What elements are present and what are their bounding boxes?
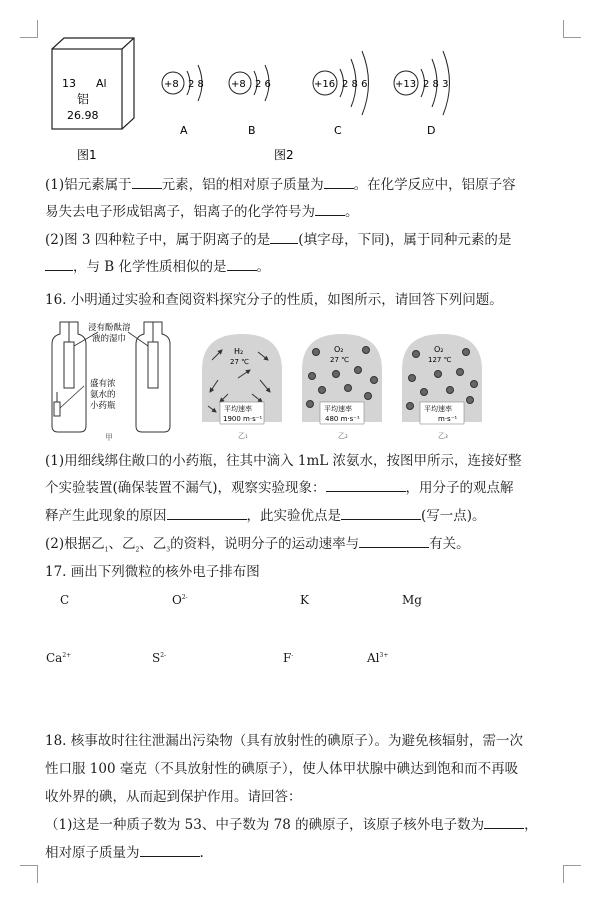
element-symbol: Al — [96, 77, 107, 90]
answer-blank[interactable] — [270, 231, 298, 244]
element-name: 铝 — [77, 92, 90, 106]
answer-blank[interactable] — [132, 176, 162, 189]
q15-part1-line1: (1)铝元素属于 元素，铝的相对原子质量为 。在化学反应中，铝原子容 — [45, 177, 516, 193]
figure-jia-apparatus — [40, 316, 200, 444]
q15-part2-line2: ，与 B 化学性质相似的是 。 — [45, 258, 270, 276]
q16-part2: (2)根据乙$_1$、乙$_2$、乙$_3$的资料，说明分子的运动速率与 有关。 — [45, 536, 470, 554]
svg-text:乙₂: 乙₂ — [338, 432, 348, 440]
answer-blank[interactable] — [359, 535, 429, 548]
svg-text:m·s⁻¹: m·s⁻¹ — [438, 415, 458, 423]
answer-blank[interactable] — [341, 507, 421, 520]
atom-b — [229, 65, 271, 137]
q15-part1-line2: 易失去电子形成铝离子，铝离子的化学符号为 。 — [45, 204, 359, 220]
particle-s2minus: $S^{2-}$ — [152, 651, 167, 665]
q18-line3: 收外界的碘，从而起到保护作用。请回答： — [45, 789, 302, 805]
crop-mark-top-left — [20, 20, 38, 38]
particle-al3plus: $Al^{3+}$ — [367, 651, 389, 665]
svg-text:2 8 6: 2 8 6 — [342, 79, 368, 90]
svg-text:平均速率: 平均速率 — [424, 405, 452, 413]
q16-part1-line3: 释产生此现象的原因 ，此实验优点是 (写一点)。 — [45, 508, 486, 524]
svg-text:O₂: O₂ — [334, 345, 344, 354]
svg-text:27 ℃: 27 ℃ — [230, 358, 249, 366]
particle-fminus: F- — [283, 651, 294, 665]
element-number: 13 — [62, 77, 76, 90]
bottle-label-top-1: 浸有酚酞溶 — [88, 323, 131, 333]
svg-text:+8: +8 — [164, 79, 179, 90]
dome-o2-27 — [302, 334, 382, 440]
q16-title: 16. 小明通过实验和查阅资料探究分子的性质，如图所示，请回答下列问题。 — [45, 292, 503, 308]
svg-text:+13: +13 — [395, 79, 417, 90]
answer-blank[interactable] — [45, 258, 73, 271]
answer-blank[interactable] — [484, 816, 524, 829]
crop-mark-bottom-right — [563, 865, 581, 883]
q16-part1-line2: 个实验装置(确保装置不漏气)，观察实验现象： ，用分子的观点解 — [45, 480, 514, 496]
crop-mark-top-right — [563, 20, 581, 38]
answer-blank[interactable] — [227, 258, 257, 271]
figure-jia-caption: 甲 — [105, 433, 113, 442]
atom-d — [394, 51, 450, 137]
svg-text:127 ℃: 127 ℃ — [428, 356, 452, 364]
svg-text:O₂: O₂ — [434, 345, 444, 354]
q18-line1: 18. 核事故时往往泄漏出污染物（具有放射性的碘原子）。为避免核辐射，需一次 — [45, 733, 524, 749]
q15-part2-line1: (2)图 3 四种粒子中，属于阴离子的是 (填字母，下同)，属于同种元素的是 — [45, 232, 512, 248]
answer-blank[interactable] — [324, 176, 354, 189]
svg-text:平均速率: 平均速率 — [224, 405, 252, 413]
q18-line4: （1)这是一种质子数为 53、中子数为 78 的碘原子，该原子核外电子数为 ， — [45, 817, 538, 833]
q18-line2: 性口服 100 毫克（不具放射性的碘原子），使人体甲状腺中碘达到饱和而不再吸 — [45, 761, 519, 777]
bottle-label-bottom-1: 盛有浓 — [90, 379, 116, 389]
element-mass: 26.98 — [67, 109, 99, 122]
svg-text:+16: +16 — [314, 79, 336, 90]
bottle-label-top-2: 液的湿巾 — [92, 334, 127, 344]
particle-c: C — [60, 593, 70, 607]
figure-yi-domes — [198, 330, 488, 446]
atom-label-b: B — [248, 124, 256, 137]
svg-text:2 8 3: 2 8 3 — [423, 79, 449, 90]
atom-c — [313, 51, 369, 137]
q17-title: 17. 画出下列微粒的核外电子排布图 — [45, 564, 260, 580]
answer-blank[interactable] — [140, 844, 200, 857]
particle-k: K — [300, 593, 309, 607]
figure-1-caption: 图1 — [77, 148, 97, 162]
element-box — [52, 38, 134, 129]
dome-h2 — [202, 334, 282, 440]
atom-label-c: C — [334, 124, 342, 137]
svg-text:乙₃: 乙₃ — [438, 432, 448, 440]
svg-text:平均速率: 平均速率 — [324, 405, 352, 413]
svg-text:+8: +8 — [231, 79, 246, 90]
answer-blank[interactable] — [315, 203, 345, 216]
atom-label-d: D — [427, 124, 436, 137]
svg-text:乙₁: 乙₁ — [238, 432, 248, 440]
svg-text:27 ℃: 27 ℃ — [330, 356, 349, 364]
crop-mark-bottom-left — [20, 865, 38, 883]
figure-2-caption: 图2 — [274, 148, 294, 162]
svg-text:1900 m·s⁻¹: 1900 m·s⁻¹ — [223, 415, 263, 423]
svg-text:H₂: H₂ — [234, 347, 244, 356]
figure-1-2 — [40, 35, 480, 165]
particle-o2minus: $O^{2-}$ — [172, 593, 188, 607]
answer-blank[interactable] — [167, 507, 247, 520]
atom-a — [162, 65, 204, 137]
particle-mg: Mg — [402, 593, 422, 607]
bottle-label-bottom-2: 氨水的 — [90, 390, 116, 400]
q16-part1-line1: (1)用细线绑住敞口的小药瓶，往其中滴入 1mL 浓氨水，按图甲所示，连接好整 — [45, 453, 522, 469]
answer-blank[interactable] — [326, 479, 406, 492]
particle-ca2plus: $Ca^{2+}$ — [46, 651, 72, 665]
dome-o2-127 — [402, 334, 482, 440]
q18-line5: 相对原子质量为 . — [45, 845, 204, 861]
bottle-label-bottom-3: 小药瓶 — [90, 401, 116, 411]
atom-label-a: A — [180, 124, 188, 137]
svg-text:2 6: 2 6 — [255, 79, 271, 90]
svg-text:480 m·s⁻¹: 480 m·s⁻¹ — [325, 415, 360, 423]
svg-text:2 8: 2 8 — [188, 79, 204, 90]
